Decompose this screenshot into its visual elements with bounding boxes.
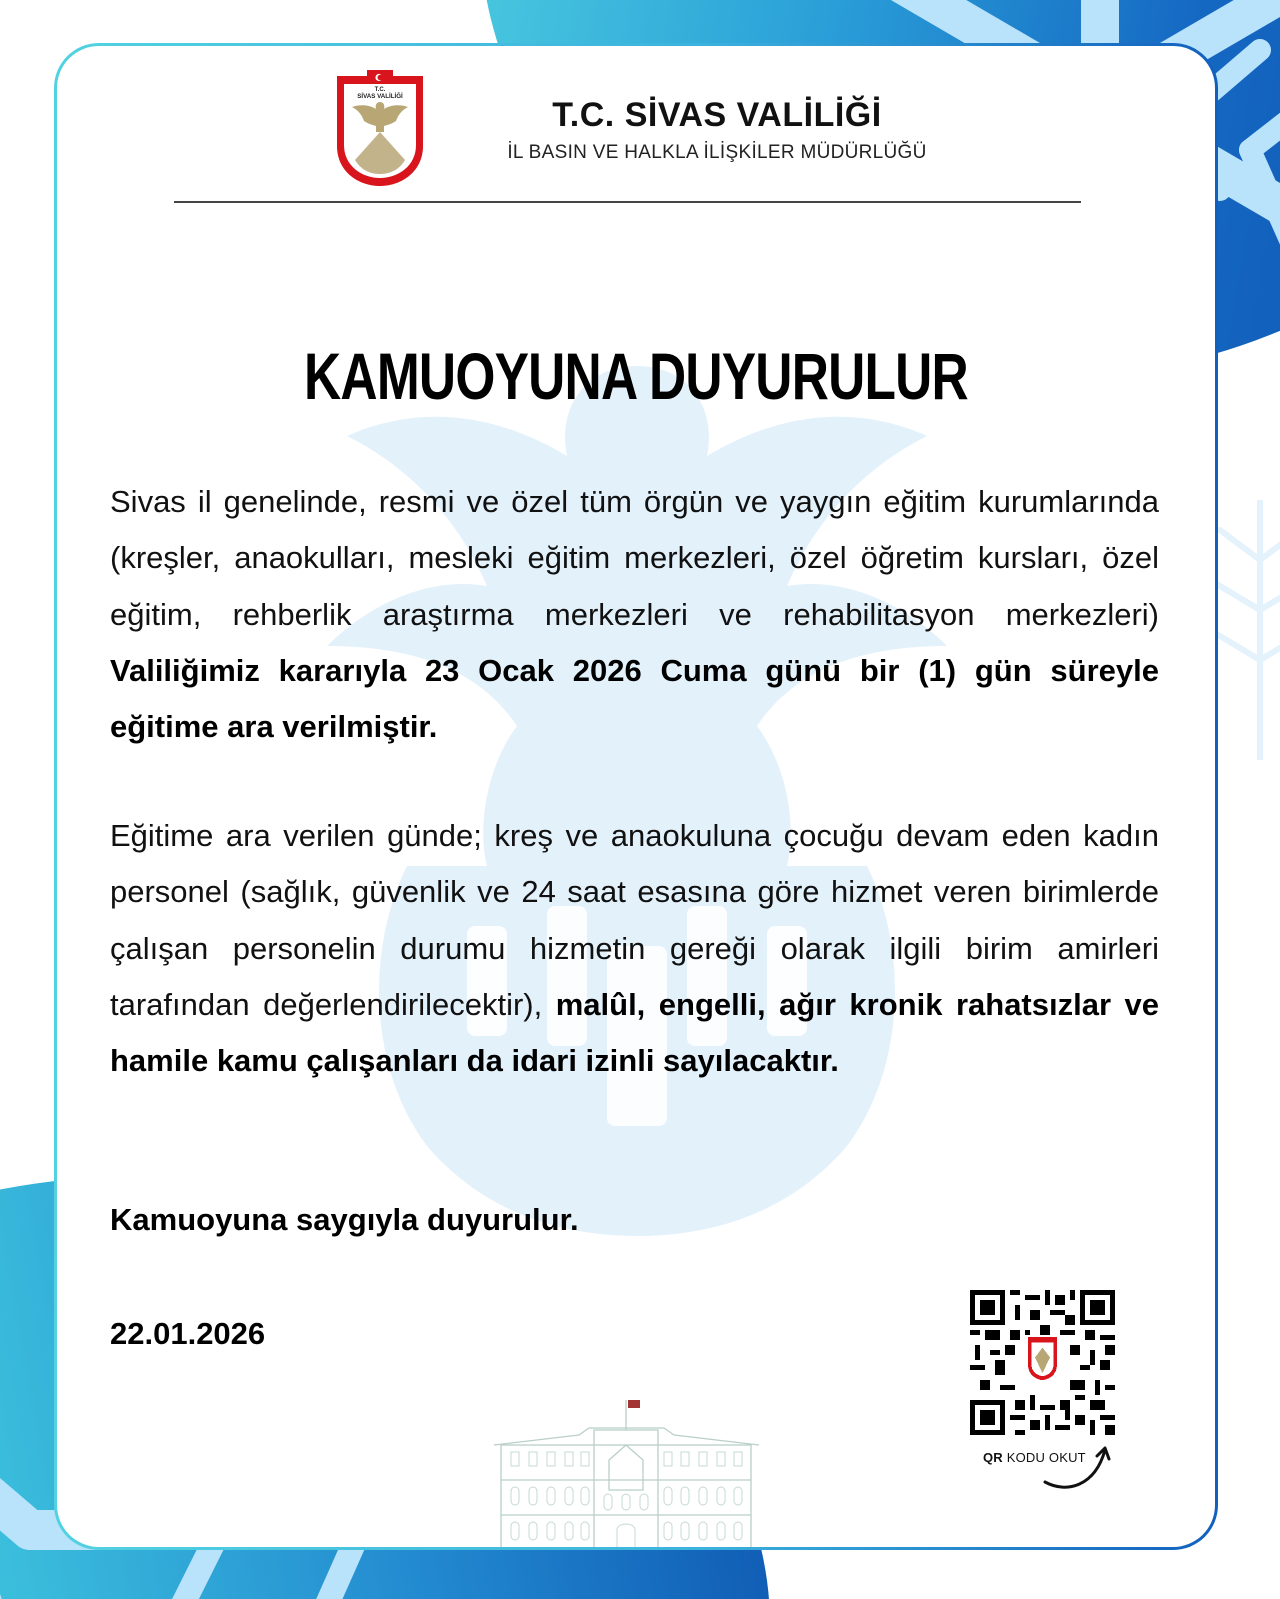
paragraph-2-text: Eğitime ara verilen günde; kreş ve anaokuluna çocuğu devam eden kadın personel (sağlık, güvenlik ve 24 saat esasına göre hizmet veren birimlerde çalışan personelin durumu hizmetin gereği olarak ilgili birim amirleri tarafından değerlendirilecektir), [110, 818, 1159, 1022]
svg-text:T.C.: T.C. [374, 87, 386, 93]
paragraph-1-text: Sivas il genelinde, resmi ve özel tüm örgün ve yaygın eğitim kurumlarında (kreşler, anaokulları, mesleki eğitim merkezleri, özel öğretim kursları, özel eğitim, rehberlik araştırma merkezleri ve rehabilitasyon merkezleri) [110, 484, 1159, 632]
sivas-valiligi-logo [335, 68, 425, 188]
org-subtitle: İL BASIN VE HALKLA İLİŞKİLER MÜDÜRLÜĞÜ [507, 142, 927, 163]
qr-label-bold: QR [983, 1450, 1003, 1465]
paragraph-1-bold: Valiliğimiz kararıyla 23 Ocak 2026 Cuma günü bir (1) gün süreyle eğitime ara verilmiştir. [110, 652, 1159, 745]
qr-code[interactable] [970, 1290, 1115, 1435]
curved-arrow-icon [1037, 1442, 1117, 1492]
svg-text:SİVAS VALİLİĞİ: SİVAS VALİLİĞİ [357, 93, 403, 100]
paragraph-2 [110, 808, 1159, 1089]
qr-label-rest: KODU OKUT [1002, 1450, 1086, 1465]
org-title: T.C. SİVAS VALİLİĞİ [552, 96, 882, 134]
paragraph-2-bold: malûl, engelli, ağır kronik rahatsızlar ve hamile kamu çalışanları da idari izinli sayılacaktır. [110, 986, 1160, 1079]
paragraph-1 [110, 474, 1159, 755]
eagle-watermark-icon [287, 306, 987, 1246]
government-building-illustration [489, 1390, 764, 1547]
closing-text: Kamuoyuna saygıyla duyurulur. [110, 1202, 579, 1237]
announcement-card [57, 46, 1215, 1547]
announcement-date: 22.01.2026 [110, 1316, 266, 1351]
page-title: KAMUOYUNA DUYURULUR [304, 339, 968, 413]
header-divider [174, 201, 1081, 203]
